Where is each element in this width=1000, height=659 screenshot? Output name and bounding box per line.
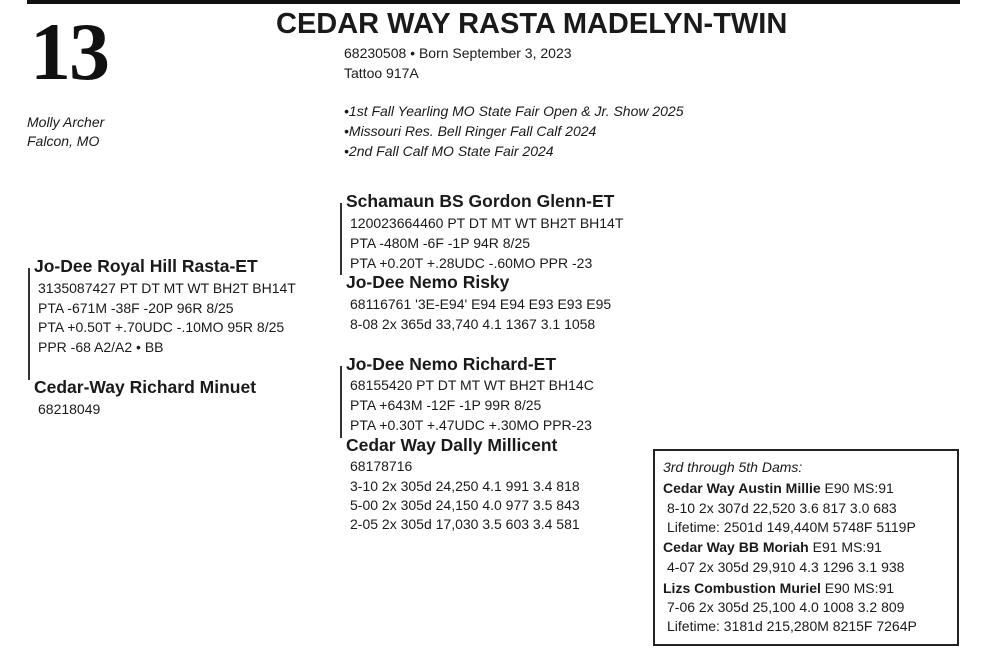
fourth-dam-title <box>663 537 882 557</box>
sire-dam-line-1: 68116761 '3E-E94' E94 E94 E93 E93 E95 <box>350 296 612 312</box>
top-rule <box>27 0 960 4</box>
animal-id-born: 68230508 • Born September 3, 2023 <box>344 45 572 61</box>
sire-name: Jo-Dee Royal Hill Rasta-ET <box>34 256 258 276</box>
sire-sire-name: Schamaun BS Gordon Glenn-ET <box>346 191 615 211</box>
pedigree-bracket-dam <box>340 366 342 438</box>
pedigree-bracket-main <box>28 268 30 380</box>
fifth-dam-title <box>663 578 894 598</box>
third-dam-name: Cedar Way Austin Millie <box>663 480 821 496</box>
sire-line-4: PPR -68 A2/A2 • BB <box>38 339 164 355</box>
animal-name: CEDAR WAY RASTA MADELYN-TWIN <box>276 8 788 40</box>
dam-sire-line-3: PTA +0.30T +.47UDC +.30MO PPR-23 <box>350 417 592 433</box>
sire-line-2: PTA -671M -38F -20P 96R 8/25 <box>38 300 234 316</box>
achievement-2: •Missouri Res. Bell Ringer Fall Calf 2024 <box>344 123 597 139</box>
third-dam-score: E90 MS:91 <box>820 480 894 496</box>
fifth-dam-line-1: 7-06 2x 305d 25,100 4.0 1008 3.2 809 <box>667 599 905 615</box>
fourth-dam-score: E91 MS:91 <box>808 539 882 555</box>
sire-line-3: PTA +0.50T +.70UDC -.10MO 95R 8/25 <box>38 319 285 335</box>
fifth-dam-name: Lizs Combustion Muriel <box>663 580 821 596</box>
fifth-dam-line-2: Lifetime: 3181d 215,280M 8215F 7264P <box>667 618 917 634</box>
fifth-dam-score: E90 MS:91 <box>820 580 895 596</box>
achievement-1: •1st Fall Yearling MO State Fair Open & Jr. Show 2025 <box>344 103 684 119</box>
dams-box-heading: 3rd through 5th Dams: <box>663 459 803 475</box>
consignor-name: Molly Archer <box>27 114 105 130</box>
dam-sire-line-1: 68155420 PT DT MT WT BH2T BH14C <box>350 377 594 393</box>
dam-dam-line-2: 3-10 2x 305d 24,250 4.1 991 3.4 818 <box>350 478 580 494</box>
dam-dam-line-4: 2-05 2x 305d 17,030 3.5 603 3.4 581 <box>350 516 580 532</box>
sire-dam-name: Jo-Dee Nemo Risky <box>346 272 510 292</box>
consignor-location: Falcon, MO <box>27 133 100 149</box>
dam-sire-name: Jo-Dee Nemo Richard-ET <box>346 354 557 374</box>
achievement-3: •2nd Fall Calf MO State Fair 2024 <box>344 143 554 159</box>
dam-dam-line-1: 68178716 <box>350 458 413 474</box>
lot-number: 13 <box>30 6 108 97</box>
dam-name: Cedar-Way Richard Minuet <box>34 377 257 397</box>
dam-dam-name: Cedar Way Dally Millicent <box>346 435 558 455</box>
sire-sire-line-1: 120023664460 PT DT MT WT BH2T BH14T <box>350 215 624 231</box>
sire-line-1: 3135087427 PT DT MT WT BH2T BH14T <box>38 280 296 296</box>
third-dam-title <box>663 478 894 498</box>
third-dam-line-2: Lifetime: 2501d 149,440M 5748F 5119P <box>667 519 916 535</box>
extended-dams-box <box>653 449 959 646</box>
sire-dam-line-2: 8-08 2x 365d 33,740 4.1 1367 3.1 1058 <box>350 316 596 332</box>
sire-sire-line-3: PTA +0.20T +.28UDC -.60MO PPR -23 <box>350 255 593 271</box>
dam-dam-line-3: 5-00 2x 305d 24,150 4.0 977 3.5 843 <box>350 497 580 513</box>
fourth-dam-line-1: 4-07 2x 305d 29,910 4.3 1296 3.1 938 <box>667 559 905 575</box>
dam-line-1: 68218049 <box>38 401 101 417</box>
sire-sire-line-2: PTA -480M -6F -1P 94R 8/25 <box>350 235 531 251</box>
pedigree-bracket-sire <box>340 203 342 275</box>
fourth-dam-name: Cedar Way BB Moriah <box>663 539 809 555</box>
dam-sire-line-2: PTA +643M -12F -1P 99R 8/25 <box>350 397 542 413</box>
animal-tattoo: Tattoo 917A <box>344 65 419 81</box>
third-dam-line-1: 8-10 2x 307d 22,520 3.6 817 3.0 683 <box>667 500 897 516</box>
